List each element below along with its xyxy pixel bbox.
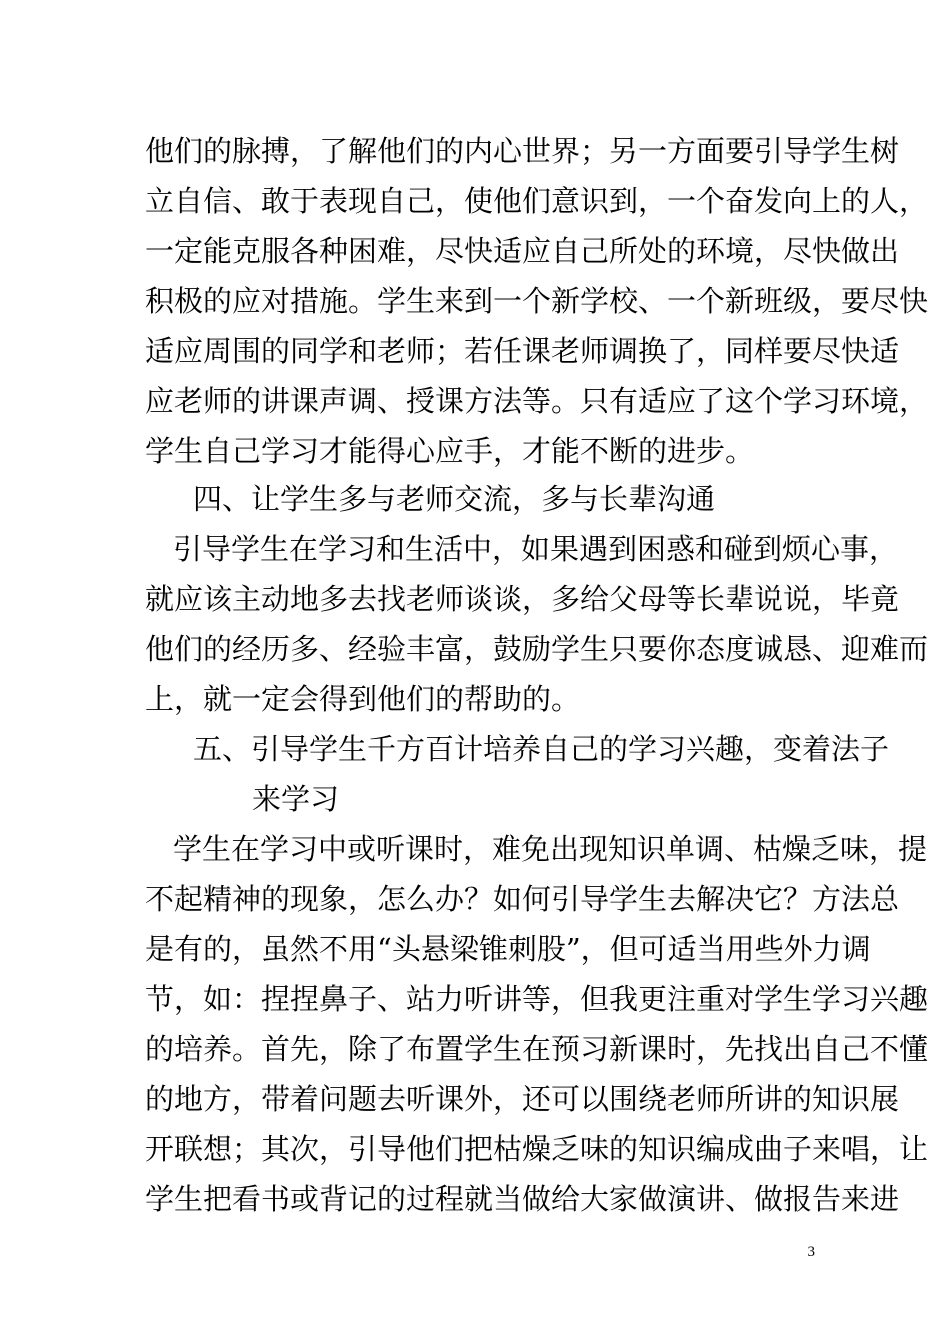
heading-text: 让学生多与老师交流，多与长辈沟通 — [251, 482, 716, 516]
paragraph-line: 是有的，虽然不用“头悬梁锥刺股”，但可适当用些外力调 — [145, 932, 871, 966]
paragraph-line: 的地方，带着问题去听课外，还可以围绕老师所讲的知识展 — [145, 1082, 900, 1116]
paragraph-line: 开联想；其次，引导他们把枯燥乏味的知识编成曲子来唱，让 — [145, 1132, 929, 1166]
paragraph-line: 他们的经历多、经验丰富，鼓励学生只要你态度诚恳、迎难而 — [145, 632, 929, 666]
page-number: 3 — [807, 1244, 815, 1260]
paragraph-line: 学生自己学习才能得心应手，才能不断的进步。 — [145, 434, 755, 468]
paragraph-line: 积极的应对措施。学生来到一个新学校、一个新班级，要尽快 — [145, 284, 929, 318]
paragraph-line: 学生把看书或背记的过程就当做给大家做演讲、做报告来进 — [145, 1182, 900, 1216]
paragraph-line: 的培养。首先，除了布置学生在预习新课时，先找出自己不懂 — [145, 1032, 929, 1066]
section-heading-4 — [193, 477, 810, 521]
paragraph-line: 就应该主动地多去找老师谈谈，多给父母等长辈说说，毕竟 — [145, 582, 900, 616]
heading-text: 引导学生千方百计培养自己的学习兴趣，变着法子 — [251, 732, 890, 766]
paragraph-line: 一定能克服各种困难，尽快适应自己所处的环境，尽快做出 — [145, 234, 900, 268]
paragraph-line: 立自信、敢于表现自己，使他们意识到，一个奋发向上的人， — [145, 184, 929, 218]
paragraph-line: 学生在学习中或听课时，难免出现知识单调、枯燥乏味，提 — [173, 832, 928, 866]
paragraph-line: 节，如：捏捏鼻子、站力听讲等，但我更注重对学生学习兴趣 — [145, 982, 929, 1016]
paragraph-line: 引导学生在学习和生活中，如果遇到困惑和碰到烦心事， — [173, 532, 899, 566]
heading-number: 四、 — [193, 482, 252, 516]
section-heading-5 — [193, 727, 890, 771]
paragraph-line: 不起精神的现象，怎么办？如何引导学生去解决它？方法总 — [145, 882, 900, 916]
paragraph-line: 适应周围的同学和老师；若任课老师调换了，同样要尽快适 — [145, 334, 900, 368]
heading-number: 五、 — [193, 732, 252, 766]
paragraph-line: 应老师的讲课声调、授课方法等。只有适应了这个学习环境， — [145, 384, 929, 418]
paragraph-line: 他们的脉搏，了解他们的内心世界；另一方面要引导学生树 — [145, 134, 900, 168]
section-heading-5-continuation: 来学习 — [252, 782, 340, 816]
paragraph-line: 上，就一定会得到他们的帮助的。 — [145, 682, 581, 716]
